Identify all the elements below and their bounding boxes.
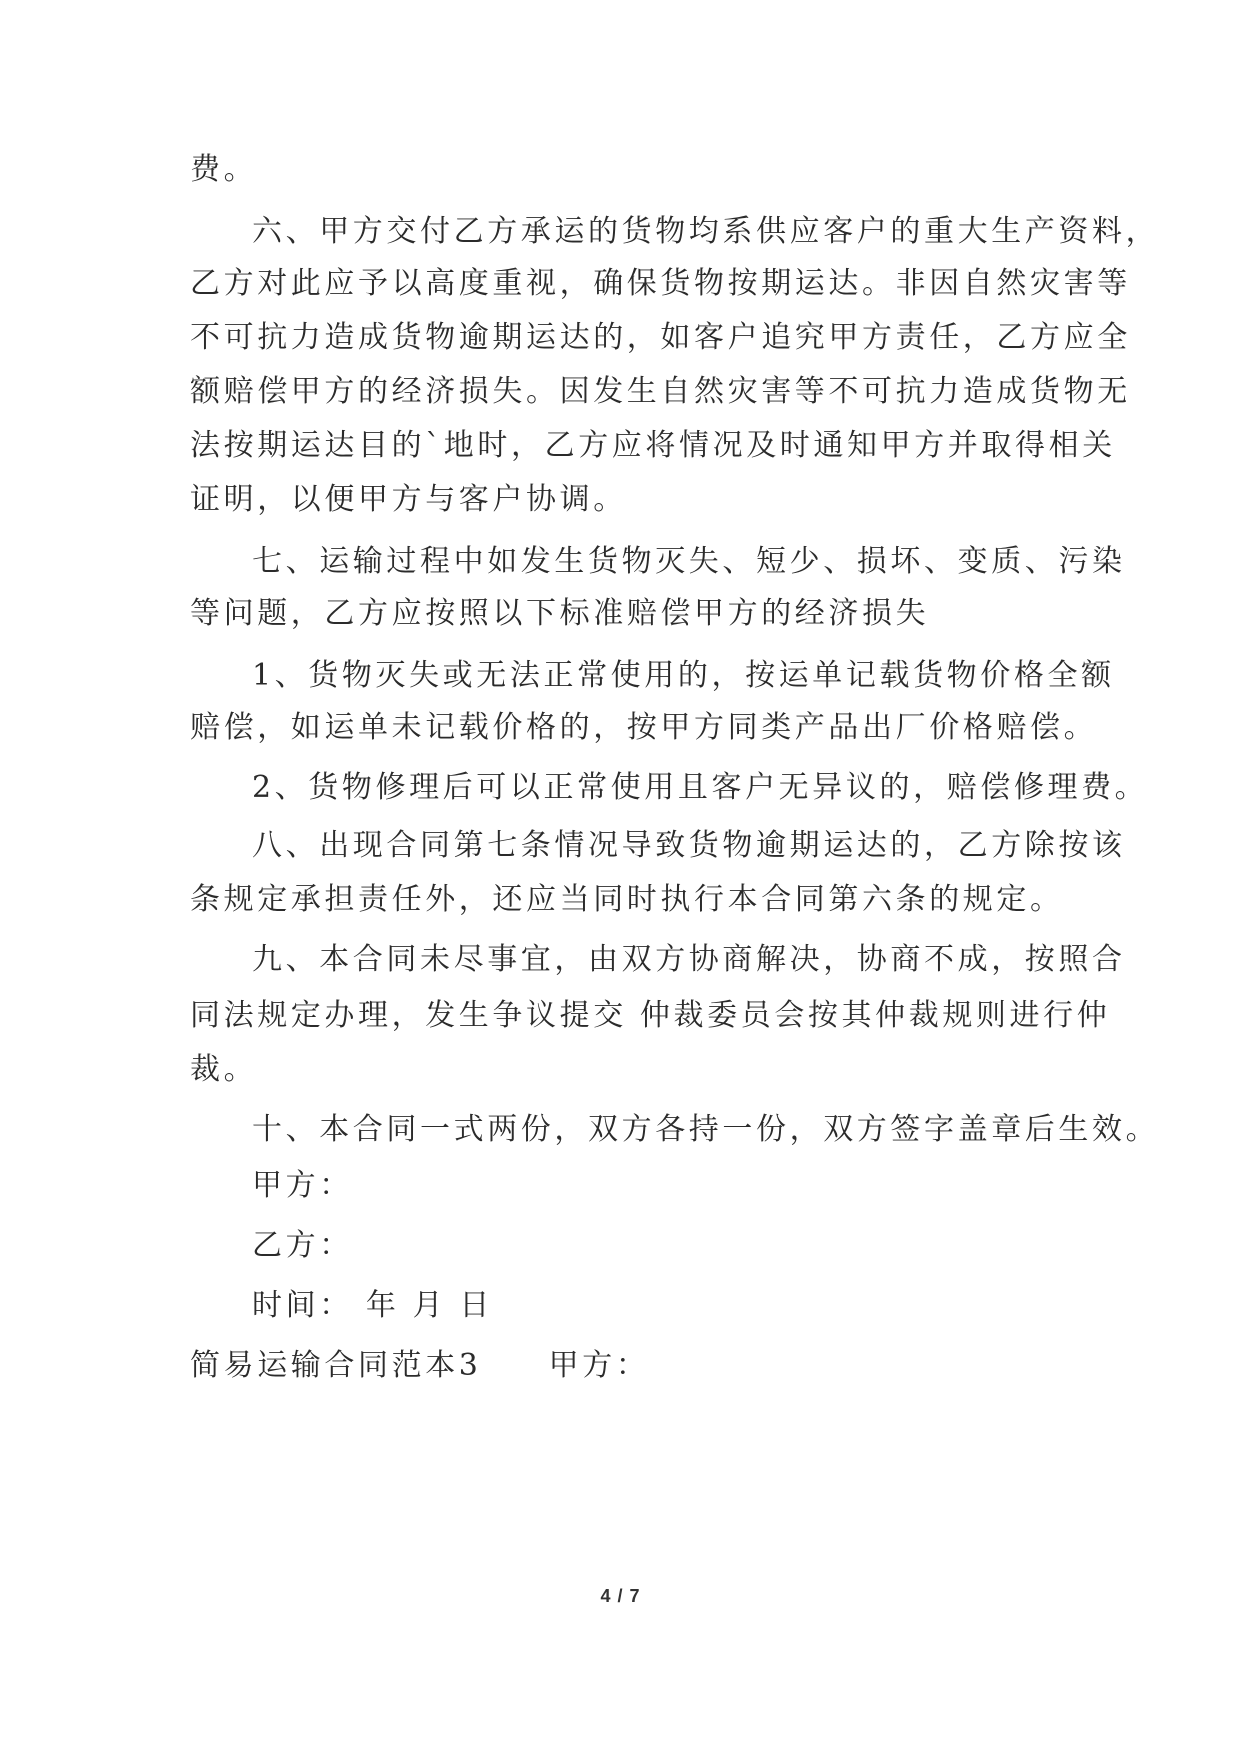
paragraph-line: 裁。 xyxy=(190,1052,258,1087)
party-b-label: 乙方： xyxy=(252,1228,353,1263)
paragraph-line: 赔偿，如运单未记载价格的，按甲方同类产品出厂价格赔偿。 xyxy=(190,710,1098,745)
party-a-label: 甲方： xyxy=(252,1168,353,1203)
paragraph-line: 不可抗力造成货物逾期运达的，如客户追究甲方责任，乙方应全 xyxy=(190,320,1131,355)
paragraph-line: 额赔偿甲方的经济损失。因发生自然灾害等不可抗力造成货物无 xyxy=(190,374,1131,409)
page-number: 4 / 7 xyxy=(600,1586,641,1606)
paragraph-line: 2、货物修理后可以正常使用且客户无异议的，赔偿修理费。 xyxy=(252,770,1149,805)
paragraph-line: 费。 xyxy=(190,152,258,187)
next-section-heading: 简易运输合同范本3 甲方： xyxy=(190,1348,650,1383)
paragraph-line: 证明，以便甲方与客户协调。 xyxy=(190,482,627,517)
paragraph-line: 条规定承担责任外，还应当同时执行本合同第六条的规定。 xyxy=(190,882,1064,917)
paragraph-line: 七、运输过程中如发生货物灭失、短少、损坏、变质、污染 xyxy=(252,544,1126,579)
paragraph-line: 同法规定办理，发生争议提交 仲裁委员会按其仲裁规则进行仲 xyxy=(190,998,1111,1033)
paragraph-line: 法按期运达目的`地时，乙方应将情况及时通知甲方并取得相关 xyxy=(190,428,1116,463)
paragraph-line: 八、出现合同第七条情况导致货物逾期运达的，乙方除按该 xyxy=(252,828,1126,863)
paragraph-line: 九、本合同未尽事宜，由双方协商解决，协商不成，按照合 xyxy=(252,942,1126,977)
paragraph-line: 六、甲方交付乙方承运的货物均系供应客户的重大生产资料， xyxy=(252,214,1160,249)
date-label: 时间： 年 月 日 xyxy=(252,1288,494,1323)
paragraph-line: 乙方对此应予以高度重视，确保货物按期运达。非因自然灾害等 xyxy=(190,266,1131,301)
paragraph-line: 等问题，乙方应按照以下标准赔偿甲方的经济损失 xyxy=(190,596,930,631)
paragraph-line: 十、本合同一式两份，双方各持一份，双方签字盖章后生效。 xyxy=(252,1112,1160,1147)
paragraph-line: 1、货物灭失或无法正常使用的，按运单记载货物价格全额 xyxy=(252,658,1115,693)
